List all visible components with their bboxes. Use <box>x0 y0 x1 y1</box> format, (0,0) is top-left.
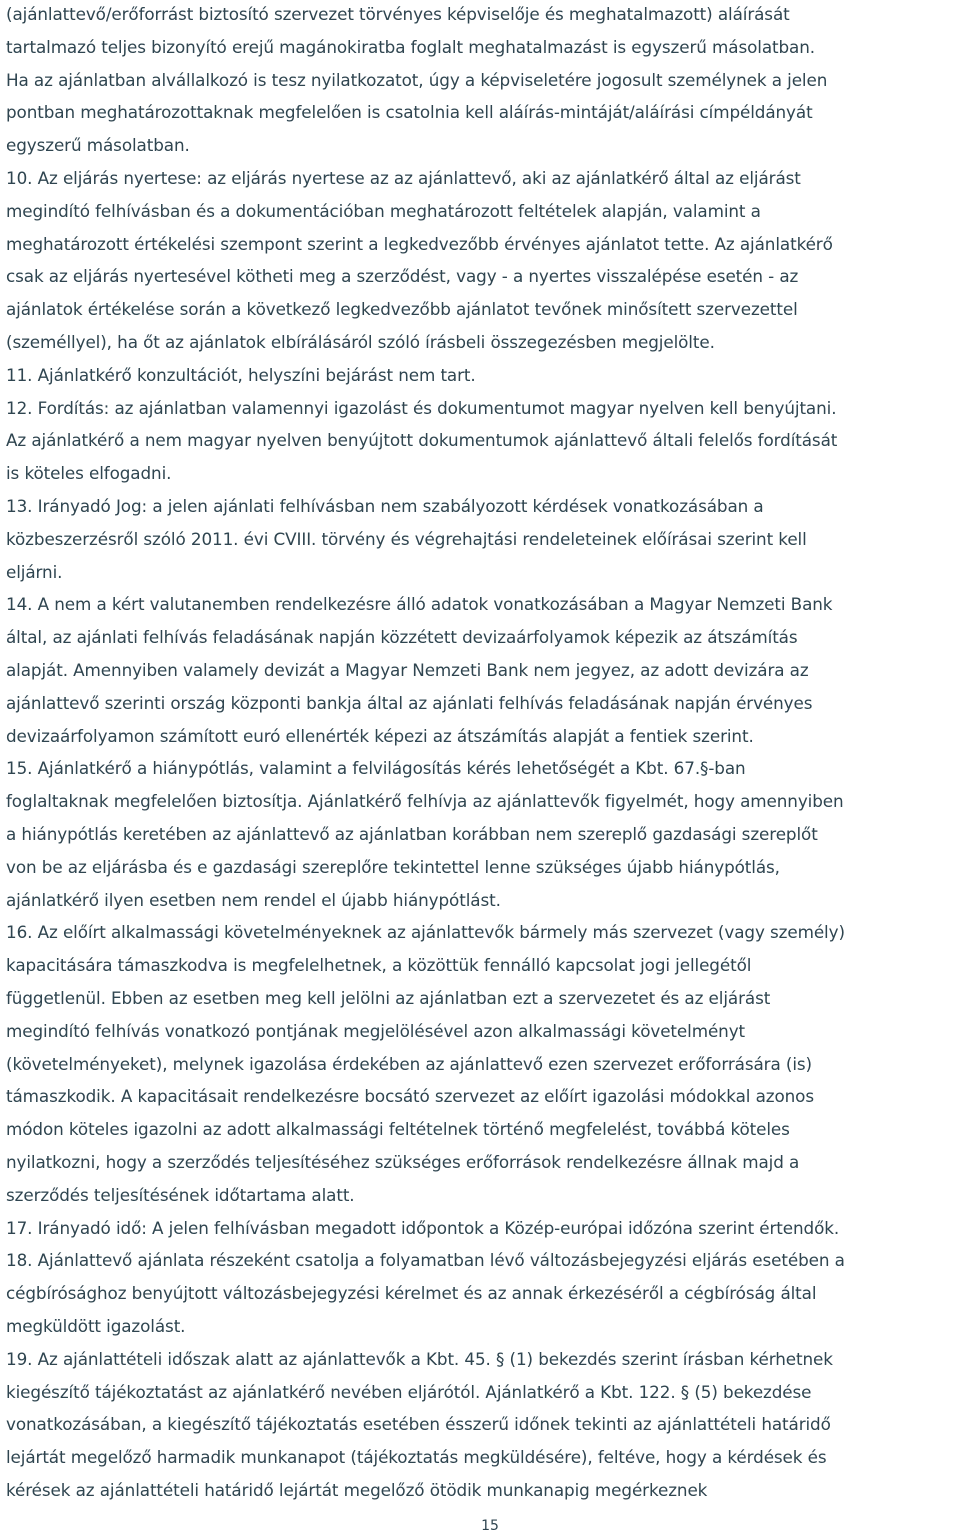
text-line: kiegészítő tájékoztatást az ajánlatkérő nevében eljárótól. Ajánlatkérő a Kbt. 122. § (5) bekezdése <box>6 1381 812 1402</box>
text-line: ajánlatkérő ilyen esetben nem rendel el újabb hiánypótlást. <box>6 889 501 910</box>
text-line: devizaárfolyamon számított euró ellenérték képezi az átszámítás alapját a fentiek szerint. <box>6 725 754 746</box>
text-line: lejártát megelőző harmadik munkanapot (tájékoztatás megküldésére), feltéve, hogy a kérdések és <box>6 1447 827 1468</box>
text-line: kapacitására támaszkodva is megfelelhetnek, a közöttük fennálló kapcsolat jogi jellegétől <box>6 955 752 976</box>
text-line: (követelményeket), melynek igazolása érdekében az ajánlattevő ezen szervezet erőforrására (is) <box>6 1053 812 1074</box>
text-line: függetlenül. Ebben az esetben meg kell jelölni az ajánlatban ezt a szervezetet és az eljárást <box>6 988 771 1008</box>
text-line: 12. Fordítás: az ajánlatban valamennyi igazolást és dokumentumot magyar nyelven kell benyújtani. <box>6 397 837 418</box>
text-line: ajánlatok értékelése során a következő legkedvezőbb ajánlatot tevőnek minősített szervezettel <box>6 299 798 320</box>
text-line: 19. Az ajánlattételi időszak alatt az ajánlattevők a Kbt. 45. § (1) bekezdés szerint írásban kérhetnek <box>6 1348 833 1369</box>
text-line: Ha az ajánlatban alvállalkozó is tesz nyilatkozatot, úgy a képviseletére jogosult személynek a jelen <box>6 69 828 90</box>
text-line: vonatkozásában, a kiegészítő tájékoztatás esetében ésszerű időnek tekinti az ajánlattételi határidő <box>6 1414 831 1435</box>
text-line: (ajánlattevő/erőforrást biztosító szervezet törvényes képviselője és meghatalmazott) aláírását <box>6 4 790 24</box>
text-line: módon köteles igazolni az adott alkalmassági feltételnek történő megfelelést, továbbá köteles <box>6 1119 790 1140</box>
text-line: 16. Az előírt alkalmassági követelményeknek az ajánlattevők bármely más szervezet (vagy személy) <box>6 922 845 943</box>
text-line: alapját. Amennyiben valamely devizát a Magyar Nemzeti Bank nem jegyez, az adott devizára az <box>6 660 809 680</box>
text-line: 11. Ajánlatkérő konzultációt, helyszíni bejárást nem tart. <box>6 364 476 385</box>
text-line: a hiánypótlás keretében az ajánlattevő az ajánlatban korábban nem szereplő gazdasági szereplőt <box>6 824 818 844</box>
text-line: is köteles elfogadni. <box>6 463 172 484</box>
text-line: tartalmazó teljes bizonyító erejű magánokiratba foglalt meghatalmazást is egyszerű másolatban. <box>6 36 816 57</box>
text-line: csak az eljárás nyertesével kötheti meg a szerződést, vagy - a nyertes visszalépése esetén - az <box>6 266 799 287</box>
text-line: egyszerű másolatban. <box>6 135 190 156</box>
text-line: von be az eljárásba és e gazdasági szereplőre tekintettel lenne szükséges újabb hiánypótlás, <box>6 856 780 877</box>
text-line: által, az ajánlati felhívás feladásának napján közzétett devizaárfolyamok képezik az átszámítás <box>6 627 798 648</box>
text-line: (személlyel), ha őt az ajánlatok elbírálásáról szóló írásbeli összegezésben megjelölte. <box>6 332 715 352</box>
text-line: közbeszerzésről szóló 2011. évi CVIII. törvény és végrehajtási rendeleteinek előírásai szerint kell <box>6 528 807 549</box>
text-line: meghatározott értékelési szempont szerint a legkedvezőbb érvényes ajánlatot tette. Az ajánlatkérő <box>6 233 833 254</box>
text-line: megindító felhívásban és a dokumentációban meghatározott feltételek alapján, valamint a <box>6 200 761 221</box>
text-line: 18. Ajánlattevő ajánlata részeként csatolja a folyamatban lévő változásbejegyzési eljárás esetében a <box>6 1250 845 1271</box>
text-line: megküldött igazolást. <box>6 1316 186 1336</box>
text-line: Az ajánlatkérő a nem magyar nyelven benyújtott dokumentumok ajánlattevő általi felelős fordítását <box>6 430 838 451</box>
page-number: 15 <box>481 1518 499 1534</box>
text-line: nyilatkozni, hogy a szerződés teljesítéséhez szükséges erőforrások rendelkezésre állnak majd a <box>6 1152 800 1172</box>
text-line: foglaltaknak megfelelően biztosítja. Ajánlatkérő felhívja az ajánlattevők figyelmét, hogy amennyiben <box>6 791 844 812</box>
text-line: pontban meghatározottaknak megfelelően is csatolnia kell aláírás-mintáját/aláírási címpéldányát <box>6 102 813 123</box>
text-line: 10. Az eljárás nyertese: az eljárás nyertese az az ajánlattevő, aki az ajánlatkérő által az eljárást <box>6 168 801 188</box>
text-line: 15. Ajánlatkérő a hiánypótlás, valamint a felvilágosítás kérés lehetőségét a Kbt. 67.§-ban <box>6 758 746 779</box>
text-line: 14. A nem a kért valutanemben rendelkezésre álló adatok vonatkozásában a Magyar Nemzeti Bank <box>6 594 833 615</box>
text-line: kérések az ajánlattételi határidő lejártát megelőző ötödik munkanapig megérkeznek <box>6 1480 708 1500</box>
text-line: 17. Irányadó idő: A jelen felhívásban megadott időpontok a Közép-európai időzóna szerint értendők. <box>6 1217 840 1238</box>
text-line: eljárni. <box>6 561 63 582</box>
text-line: 13. Irányadó Jog: a jelen ajánlati felhívásban nem szabályozott kérdések vonatkozásában a <box>6 496 764 516</box>
text-line: szerződés teljesítésének időtartama alatt. <box>6 1184 355 1205</box>
text-line: ajánlattevő szerinti ország központi bankja által az ajánlati felhívás feladásának napján érvényes <box>6 692 813 713</box>
text-line: megindító felhívás vonatkozó pontjának megjelölésével azon alkalmassági követelményt <box>6 1020 746 1041</box>
text-line: támaszkodik. A kapacitásait rendelkezésre bocsátó szervezet az előírt igazolási módokkal azonos <box>6 1086 814 1107</box>
text-line: cégbírósághoz benyújtott változásbejegyzési kérelmet és az annak érkezéséről a cégbíróság által <box>6 1283 817 1304</box>
